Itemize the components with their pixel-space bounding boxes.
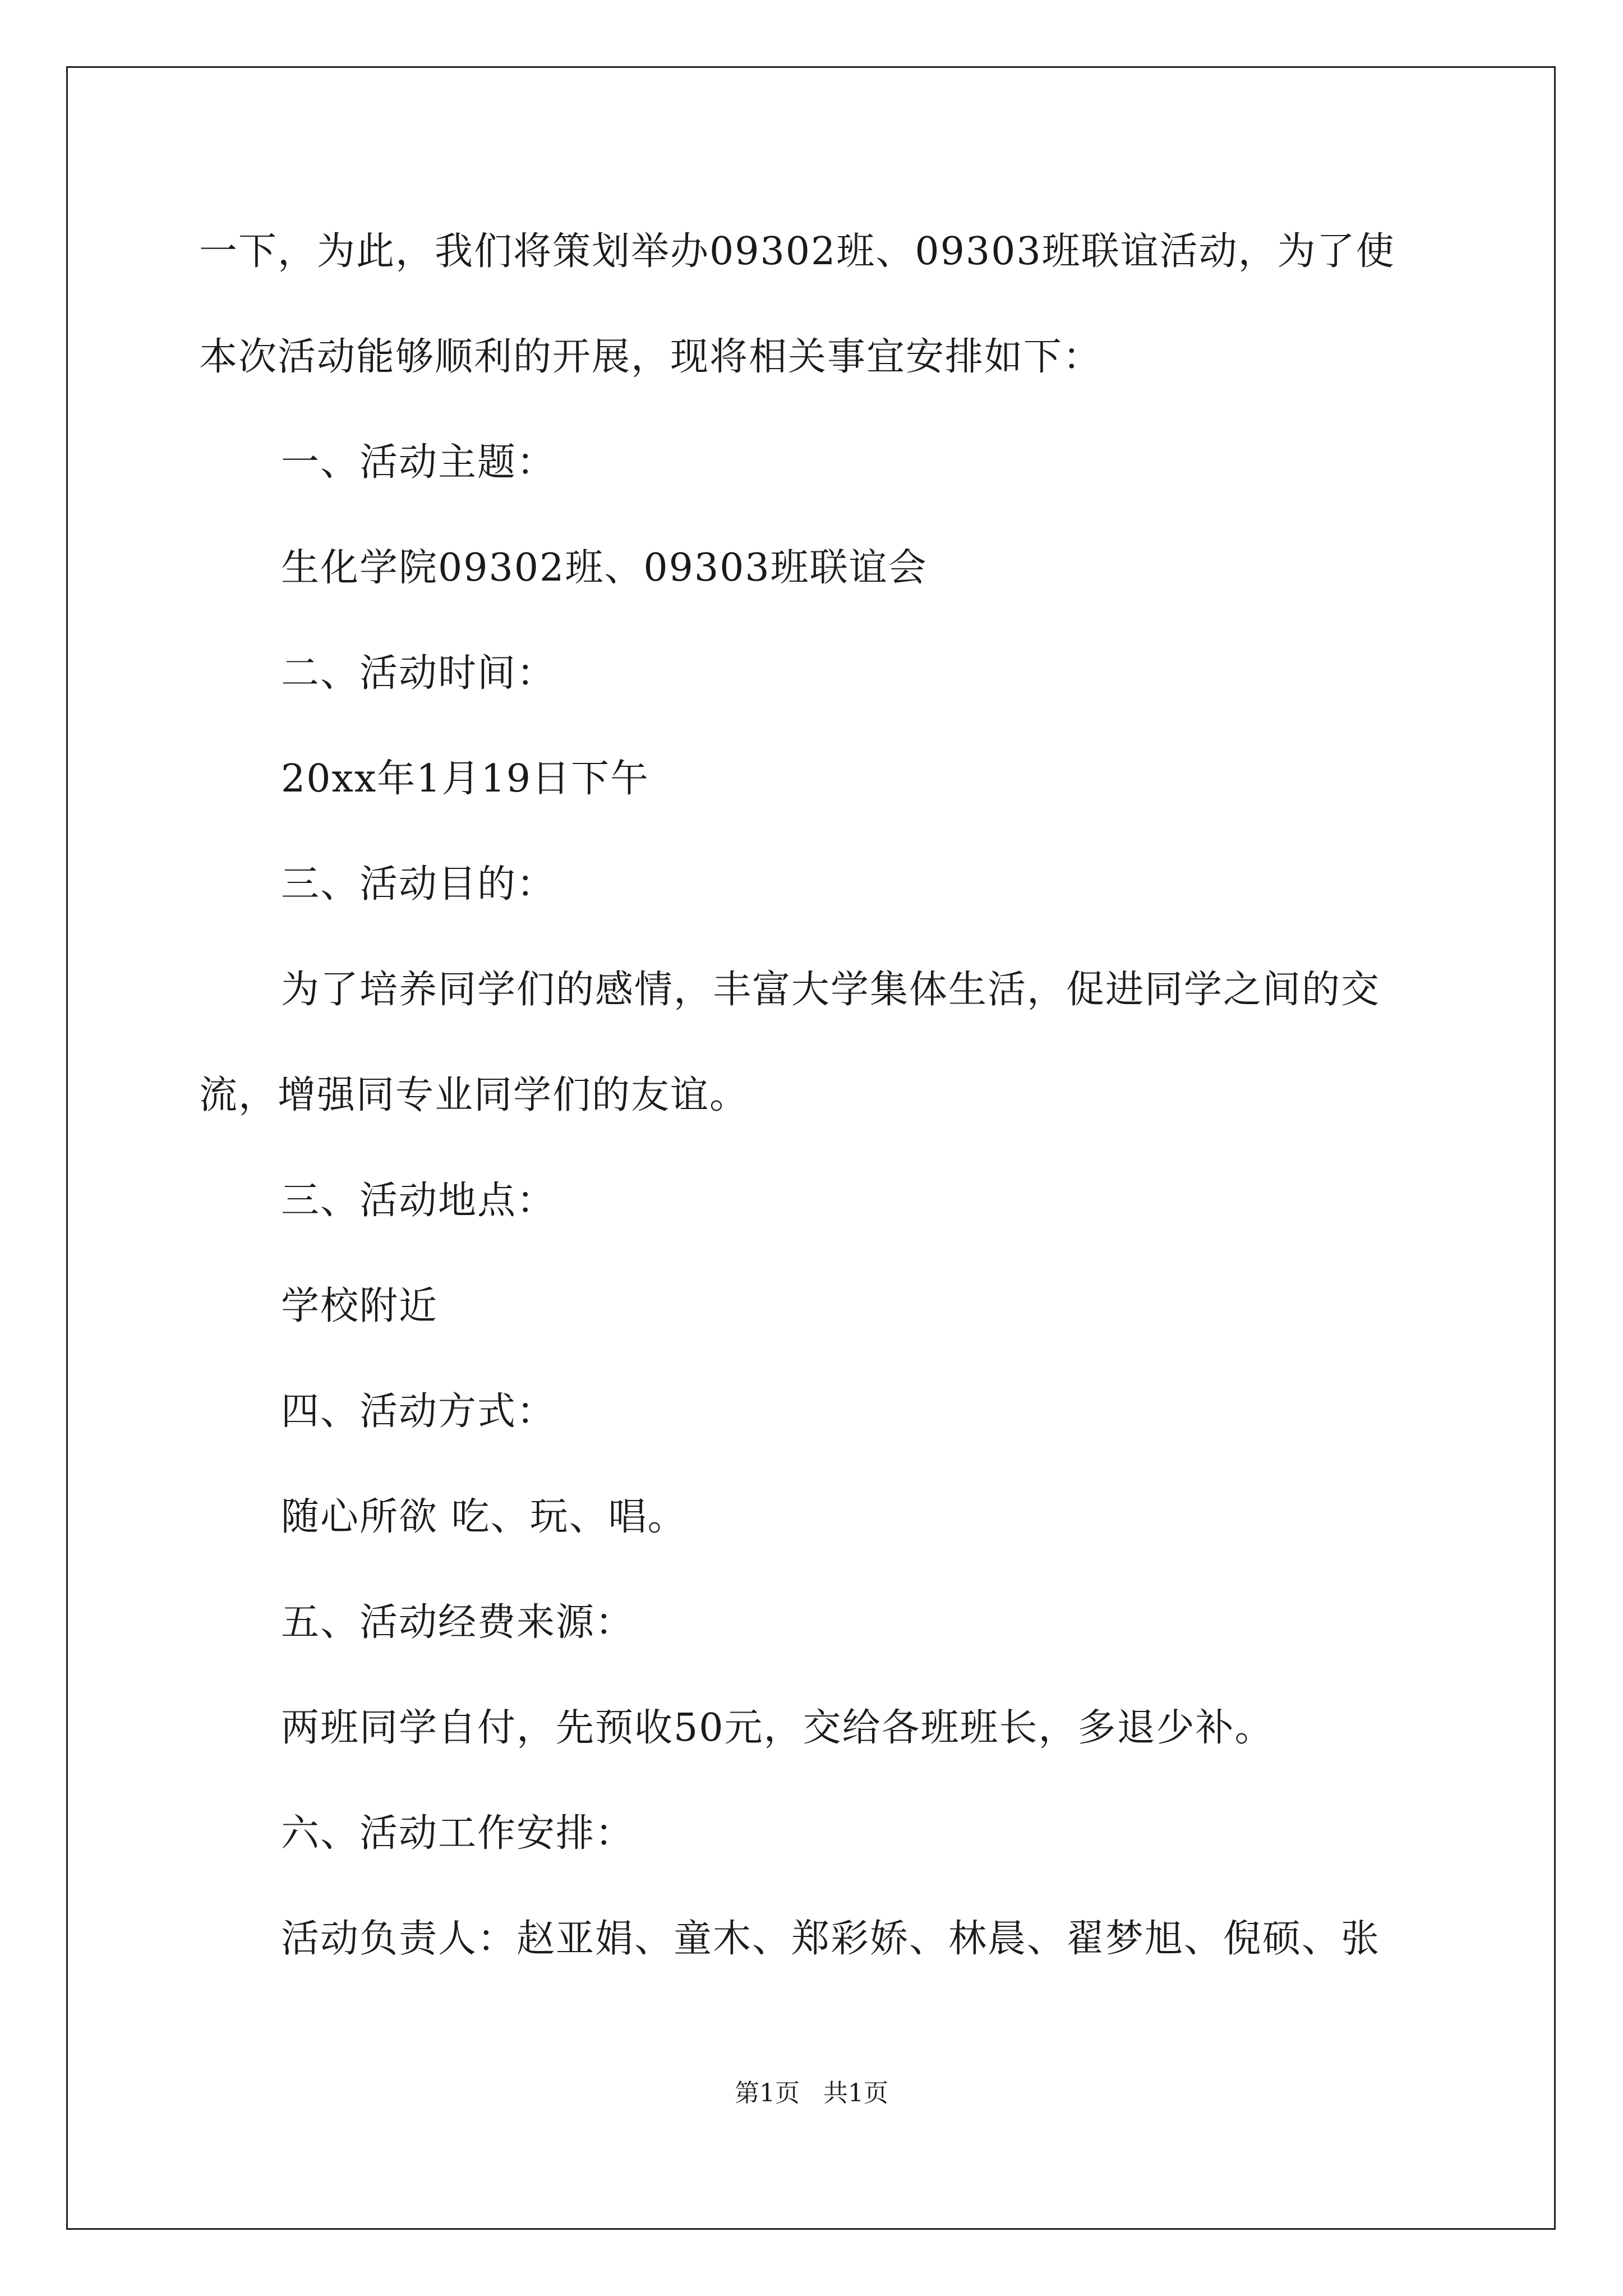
document-body <box>199 199 1427 1992</box>
section-heading-purpose: 三、活动目的： <box>281 862 556 907</box>
section-heading-funding: 五、活动经费来源： <box>281 1600 635 1645</box>
section-heading-location: 三、活动地点： <box>281 1179 556 1223</box>
paragraph-time: 20xx年1月19日下午 <box>281 757 650 801</box>
section-heading-arrangement: 六、活动工作安排： <box>281 1811 635 1856</box>
section-heading-time: 二、活动时间： <box>281 651 556 696</box>
paragraph-2: 本次活动能够顺利的开展，现将相关事宜安排如下： <box>199 335 1103 379</box>
paragraph-funding: 两班同学自付，先预收50元，交给各班班长，多退少补。 <box>281 1706 1274 1750</box>
paragraph-method: 随心所欲 吃、玩、唱。 <box>281 1495 687 1539</box>
paragraph-location: 学校附近 <box>281 1284 439 1328</box>
paragraph-theme: 生化学院09302班、09303班联谊会 <box>281 546 928 590</box>
paragraph-arrangement: 活动负责人：赵亚娟、童木、郑彩娇、林晨、翟梦旭、倪硕、张 <box>281 1917 1381 1961</box>
paragraph-purpose-1: 为了培养同学们的感情，丰富大学集体生活，促进同学之间的交 <box>281 968 1381 1012</box>
section-heading-method: 四、活动方式： <box>281 1389 556 1434</box>
paragraph-purpose-2: 流，增强同专业同学们的友谊。 <box>199 1073 749 1117</box>
page-footer <box>0 2077 1623 2110</box>
section-heading-theme: 一、活动主题： <box>281 440 556 485</box>
paragraph-1: 一下，为此，我们将策划举办09302班、09303班联谊活动，为了使 <box>199 229 1395 274</box>
page-total: 共1页 <box>823 2079 888 2108</box>
page-number: 第1页 <box>735 2079 800 2108</box>
